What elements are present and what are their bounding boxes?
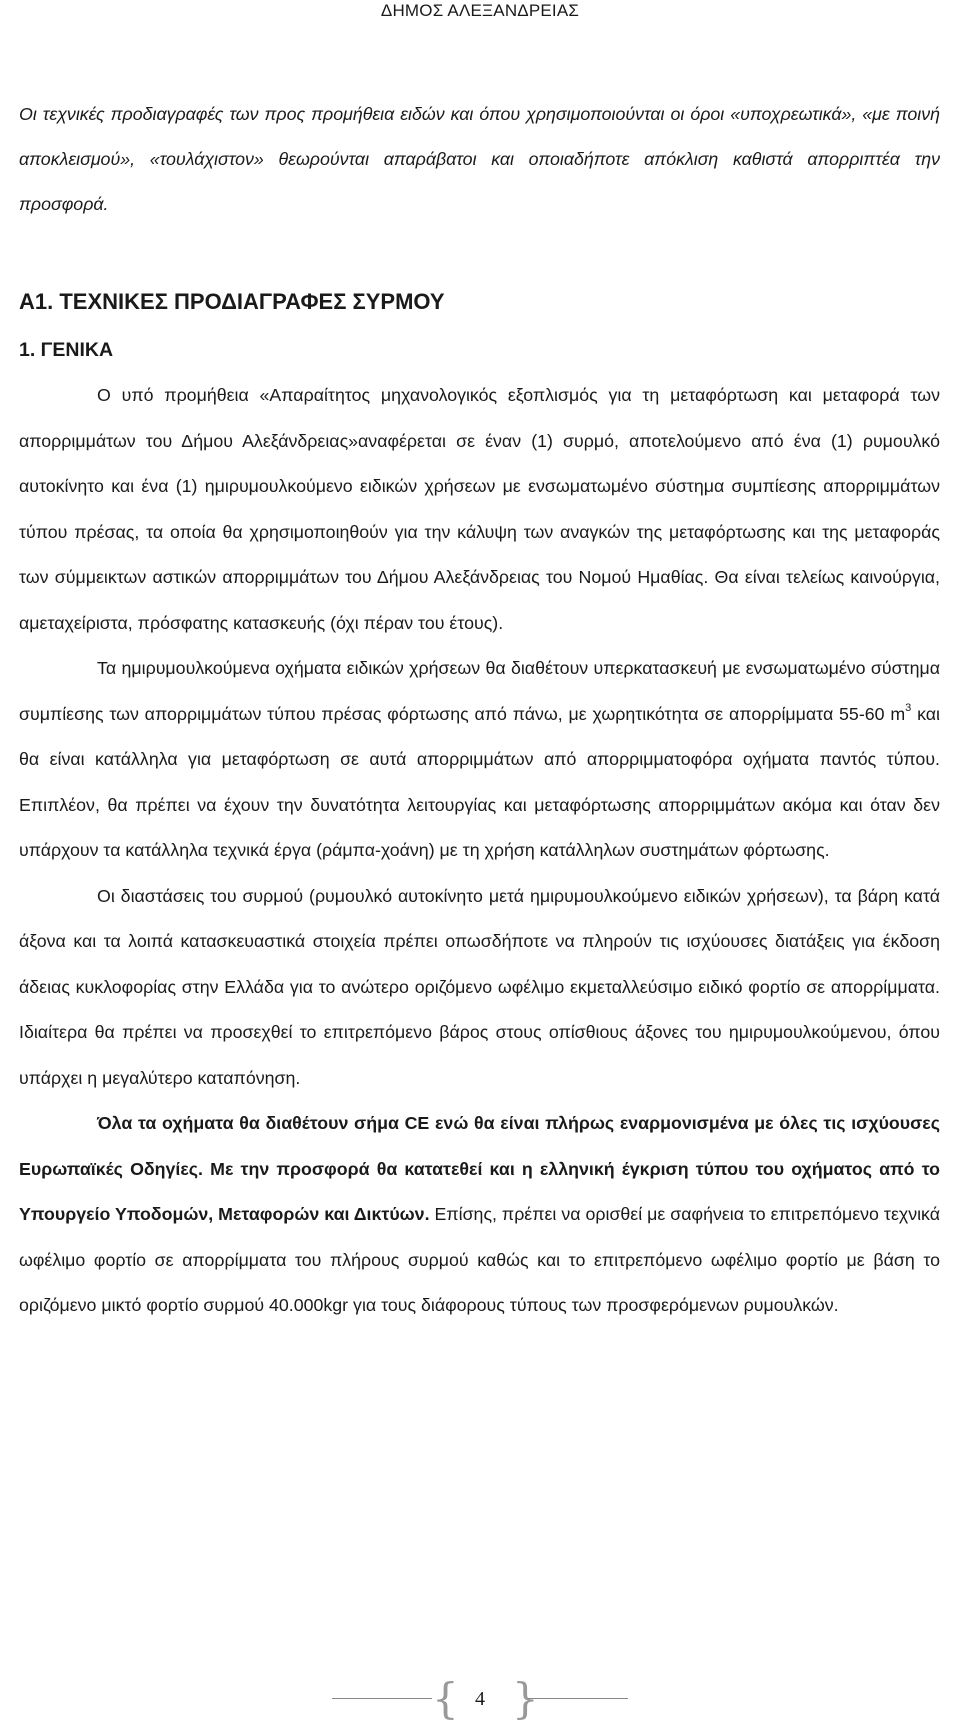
- footer-rule-right: [528, 1698, 628, 1699]
- footer-right-bracket: }: [512, 1674, 539, 1723]
- intro-paragraph: Οι τεχνικές προδιαγραφές των προς προμήθεια ειδών και όπου χρησιμοποιούνται οι όροι «υποχρεωτικά», «με ποινή αποκλεισμού», «τουλάχιστον» θεωρούνται απαράβατοι και οποιαδήποτε απόκλιση καθιστά απορριπτέα την προσφορά.: [19, 104, 940, 214]
- footer-rule-left: [332, 1698, 432, 1699]
- section-title: Α1. ΤΕΧΝΙΚΕΣ ΠΡΟΔΙΑΓΡΑΦΕΣ ΣΥΡΜΟΥ: [19, 289, 445, 314]
- cubic-superscript: 3: [905, 701, 912, 714]
- paragraph-semitrailer-part2: και θα είναι κατάλληλα για μεταφόρτωση σε αυτά απορριμμάτων από απορριμματοφόρα οχήματα παντός τύπου. Επιπλέον, θα πρέπει να έχουν την δυνατότητα λειτουργίας και μεταφόρτωσης απορριμμάτων ακόμα και όταν δεν υπάρχουν τα κατάλληλα τεχνικά έργα (ράμπα-χοάνη) με τη χρήση κατάλληλων συστημάτων φόρτωσης.: [19, 703, 940, 860]
- document-body: [19, 92, 940, 1329]
- paragraph-general: Ο υπό προμήθεια «Απαραίτητος μηχανολογικός εξοπλισμός για τη μεταφόρτωση και μεταφορά των απορριμμάτων του Δήμου Αλεξάνδρειας»αναφέρεται σε έναν (1) συρμό, αποτελούμενο από ένα (1) ρυμουλκό αυτοκίνητο και ένα (1) ημιρυμουλκούμενο ειδικών χρήσεων με ενσωματωμένο σύστημα συμπίεσης απορριμμάτων τύπου πρέσας, τα οποία θα χρησιμοποιηθούν για την κάλυψη των αναγκών της μεταφόρτωσης και της μεταφοράς των σύμμεικτων αστικών απορριμμάτων του Δήμου Αλεξάνδρειας του Νομού Ημαθίας. Θα είναι τελείως καινούργια, αμεταχείριστα, πρόσφατης κατασκευής (όχι πέραν του έτους).: [19, 385, 940, 633]
- paragraph-ce-mark-rest: Επίσης, πρέπει να ορισθεί με σαφήνεια το επιτρεπόμενο τεχνικά ωφέλιμο φορτίο σε απορρίμματα του πλήρους συρμού καθώς και το επιτρεπόμενο ωφέλιμο φορτίο με βάση το οριζόμενο μικτό φορτίο συρμού 40.000kgr για τους διάφορους τύπους των προσφερόμενων ρυμουλκών.: [19, 1204, 940, 1315]
- page-number: 4: [475, 1688, 485, 1710]
- paragraph-dimensions: Οι διαστάσεις του συρμού (ρυμουλκό αυτοκίνητο μετά ημιρυμουλκούμενο ειδικών χρήσεων), τα βάρη κατά άξονα και τα λοιπά κατασκευαστικά στοιχεία πρέπει οπωσδήποτε να πληρούν τις ισχύουσες διατάξεις για έκδοση άδειας κυκλοφορίας στην Ελλάδα για το ανώτερο οριζόμενο ωφέλιμο εκμεταλλεύσιμο ειδικό φορτίο σε απορρίμματα. Ιδιαίτερα θα πρέπει να προσεχθεί το επιτρεπόμενο βάρος στους οπίσθιους άξονες του ημιρυμουλκούμενου, όπου υπάρχει η μεγαλύτερο καταπόνηση.: [19, 885, 940, 1088]
- subsection-title: 1. ΓΕΝΙΚΑ: [19, 339, 114, 361]
- page-footer: [0, 1674, 960, 1723]
- paragraph-ce-mark-bold: Όλα τα οχήματα θα διαθέτουν σήμα CE ενώ θα είναι πλήρως εναρμονισμένα με όλες τις ισχύουσες Ευρωπαϊκές Οδηγίες. Με την προσφορά θα κατατεθεί και η ελληνική έγκριση τύπου του οχήματος από το Υπουργείο Υποδομών, Μεταφορών και Δικτύων.: [19, 1113, 940, 1224]
- page-header: ΔΗΜΟΣ ΑΛΕΞΑΝΔΡΕΙΑΣ: [380, 1, 580, 20]
- footer-left-bracket: {: [432, 1674, 459, 1723]
- paragraph-ce-mark: [19, 1101, 940, 1329]
- paragraph-semitrailer: [19, 646, 940, 874]
- paragraph-semitrailer-part1: Τα ημιρυμουλκούμενα οχήματα ειδικών χρήσεων θα διαθέτουν υπερκατασκευή με ενσωματωμένο σύστημα συμπίεσης των απορριμμάτων τύπου πρέσας φόρτωσης από πάνω, με χωρητικότητα σε απορρίμματα 55-60 m: [19, 658, 940, 724]
